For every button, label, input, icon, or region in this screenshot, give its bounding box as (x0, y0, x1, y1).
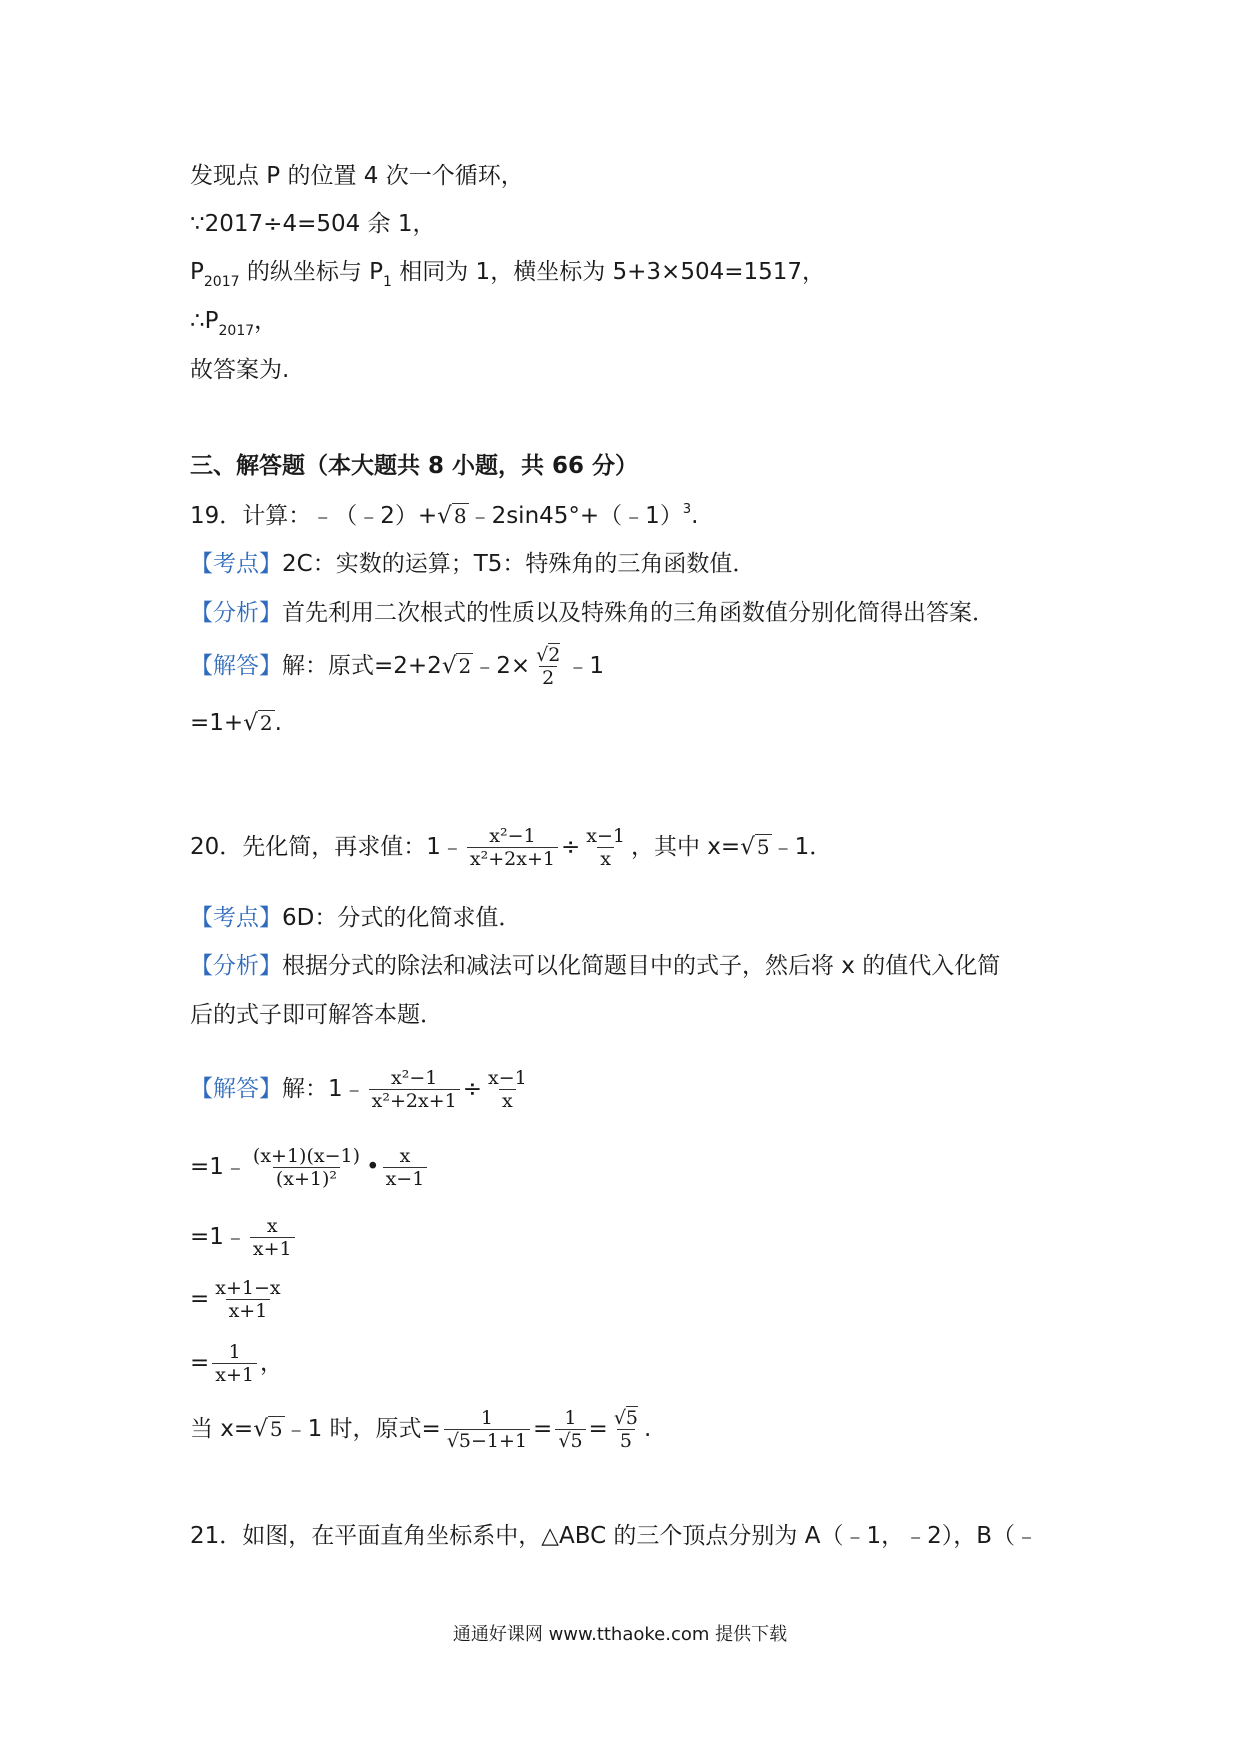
fenxi-line: 【分析】首先利用二次根式的性质以及特殊角的三角函数值分别化简得出答案． (190, 600, 995, 626)
fraction: $\frac{x-1}{x}$ (488, 1067, 527, 1112)
kaodian-tag: 【考点】 (190, 905, 282, 931)
fraction: $\frac{(x+1)(x-1)}{\text{(x+1)²}}$ (252, 1145, 361, 1190)
fraction: $\frac{\text{x²−1}}{\text{x²+2x+1}}$ (369, 1067, 460, 1112)
fraction: $\frac{√5}{5}$ (613, 1407, 639, 1452)
fenxi-line: 【分析】根据分式的除法和减法可以化简题目中的式子，然后将 x 的值代入化简 (190, 953, 1001, 979)
fraction: $\frac{1}{√5-1+1}$ (444, 1407, 530, 1452)
kaodian-line: 【考点】2C：实数的运算；T5：特殊角的三角函数值． (190, 551, 756, 577)
fenxi-tag: 【分析】 (190, 953, 282, 979)
fraction: $\frac{x}{x-1}$ (383, 1145, 428, 1190)
fraction: $\frac{1}{√5}$ (555, 1407, 585, 1452)
fenxi-line-2: 后的式子即可解答本题． (190, 1002, 443, 1028)
text-line: ∵2017÷4=504 余 1， (190, 211, 436, 237)
fraction: $\frac{\text{x²−1}}{\text{x²+2x+1}}$ (467, 825, 558, 870)
sqrt-symbol: √ 8 (437, 503, 467, 529)
question-21-stem: 21．如图，在平面直角坐标系中，△ABC 的三个顶点分别为 A（﹣1，﹣2），B（﹣ (190, 1523, 1039, 1549)
text-line: $\therefore P_{2017}$， (190, 308, 278, 339)
jieda-step: = $\frac{x+1-x}{x+1}$ (190, 1272, 287, 1326)
fenxi-tag: 【分析】 (190, 600, 282, 626)
text-line: 故答案为. (190, 357, 290, 383)
question-19-stem: 19．计算：﹣（﹣2）+√ 8﹣2sin45°+（﹣1）$^3$. (190, 500, 698, 536)
jieda-line: 【解答】解：原式=2+2√ 2﹣2× $\frac{√2}{2}$ ﹣1 (190, 644, 604, 689)
jieda-step: =1﹣ $\frac{(x+1)(x-1)}{\text{(x+1)²}}$ • $\frac{x}{x-1}$ (190, 1140, 430, 1194)
jieda-step: 当 x=√ 5﹣1 时，原式= $\frac{1}{√5-1+1}$ = $\frac{1}{√5}$ = $\frac{√5}{5}$ . (190, 1407, 652, 1452)
fraction: $\frac{√2}{2}$ (536, 644, 561, 689)
jieda-tag: 【解答】 (190, 1076, 282, 1102)
fraction: $\frac{x-1}{x}$ (586, 825, 625, 870)
section-heading: 三、解答题（本大题共 8 小题，共 66 分） (190, 453, 639, 479)
page-footer: 通通好课网 www.tthaoke.com 提供下载 (452, 1624, 788, 1645)
fraction: $\frac{x}{x+1}$ (250, 1215, 295, 1260)
jieda-step: =1﹣ $\frac{x}{x+1}$ (190, 1210, 298, 1264)
kaodian-line: 【考点】6D：分式的化简求值． (190, 905, 522, 931)
text-line: $P_{2017}$ 的纵坐标与 $P_1$ 相同为 1，横坐标为 5+3×504=1517， (190, 259, 826, 290)
fraction: $\frac{1}{x+1}$ (212, 1341, 257, 1386)
jieda-tag: 【解答】 (190, 653, 282, 679)
jieda-step: = $\frac{1}{x+1}$ ， (190, 1341, 284, 1386)
result-line: =1+√ 2. (190, 710, 282, 736)
kaodian-tag: 【考点】 (190, 551, 282, 577)
jieda-step: 【解答】解：1﹣ $\frac{\text{x²−1}}{\text{x²+2x+1}}$ ÷ $\frac{x-1}{x}$ (190, 1062, 533, 1116)
question-20-stem: 20．先化简，再求值：1﹣ $\frac{\text{x²−1}}{\text{x²+2x+1}}$ ÷ $\frac{x-1}{x}$ ，其中 x=√ 5﹣1． (190, 825, 833, 870)
text-line: 发现点 P 的位置 4 次一个循环， (190, 163, 524, 189)
fraction: $\frac{x+1-x}{x+1}$ (215, 1277, 281, 1322)
